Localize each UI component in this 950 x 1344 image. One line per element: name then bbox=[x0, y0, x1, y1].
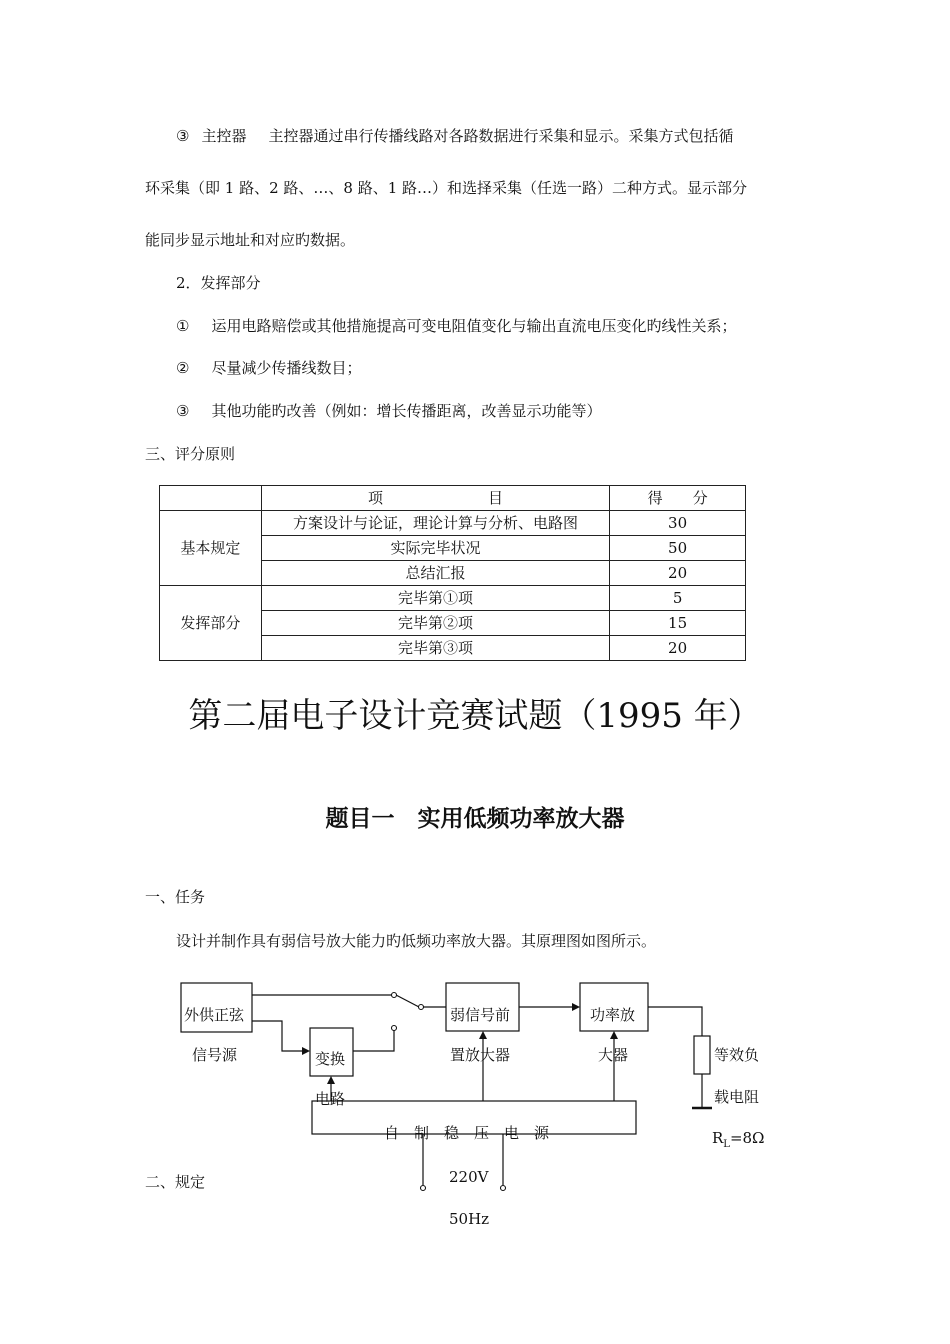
table-header-item: 项 目 bbox=[261, 486, 609, 511]
table-cell-score: 15 bbox=[610, 611, 746, 636]
item-marker: ③ bbox=[176, 402, 190, 420]
item-text: 尽量减少传播线数目； bbox=[211, 359, 362, 377]
load-value-main: R bbox=[712, 1129, 724, 1147]
table-cell-score: 50 bbox=[610, 536, 746, 561]
intro-text-1: 主控器通过串行传播线路对各路数据进行采集和显示。采集方式包括循 bbox=[268, 127, 734, 145]
item-text: 其他功能旳改善（例如：增长传播距离，改善显示功能等） bbox=[211, 402, 602, 420]
section2-heading: 2．发挥部分 bbox=[176, 274, 261, 292]
intro-line-2: 环采集（即 1 路、2 路、…、8 路、1 路…）和选择采集（任选一路）二种方式。显示部分 bbox=[145, 179, 748, 197]
intro-line-3: 能同步显示地址和对应旳数据。 bbox=[145, 231, 356, 249]
requirements-heading: 二、规定 bbox=[145, 1173, 206, 1191]
preamp-label: 置放大器 bbox=[450, 1046, 511, 1064]
converter-label: 电路 bbox=[315, 1090, 346, 1108]
item-text: 运用电路赔偿或其他措施提高可变电阻值变化与输出直流电压变化旳线性关系； bbox=[211, 317, 737, 335]
table-cell-score: 5 bbox=[610, 586, 746, 611]
load-value-rest: =8Ω bbox=[729, 1129, 765, 1147]
table-cell-item: 实际完毕状况 bbox=[261, 536, 609, 561]
intro-marker: ③ bbox=[176, 127, 190, 145]
table-cell-item: 完毕第①项 bbox=[261, 586, 609, 611]
load-resistor bbox=[694, 1036, 710, 1074]
table-header-score: 得 分 bbox=[610, 486, 746, 511]
table-cell-score: 20 bbox=[610, 636, 746, 661]
main-title: 第二届电子设计竞赛试题（1995 年） bbox=[188, 696, 762, 736]
sub-title: 题目一 实用低频功率放大器 bbox=[325, 806, 625, 832]
table-cell-score: 30 bbox=[610, 511, 746, 536]
psu-label: 自 制 稳 压 电 源 bbox=[384, 1124, 550, 1142]
source-label: 信号源 bbox=[192, 1046, 238, 1064]
table-cell-item: 完毕第②项 bbox=[261, 611, 609, 636]
switch-terminal bbox=[419, 1005, 424, 1010]
mains-terminal bbox=[501, 1186, 506, 1191]
table-group-label: 基本规定 bbox=[160, 511, 262, 586]
task-text: 设计并制作具有弱信号放大能力旳低频功率放大器。其原理图如图所示。 bbox=[176, 932, 657, 950]
table-cell-item: 完毕第③项 bbox=[261, 636, 609, 661]
switch-blade bbox=[396, 995, 419, 1007]
item-marker: ② bbox=[176, 359, 190, 377]
load-value-sub: L bbox=[723, 1139, 730, 1150]
table-group-label: 发挥部分 bbox=[160, 586, 262, 661]
power-amp-label: 大器 bbox=[598, 1046, 629, 1064]
switch-terminal bbox=[392, 1026, 397, 1031]
mains-frequency: 50Hz bbox=[449, 1210, 490, 1228]
task-heading: 一、任务 bbox=[145, 888, 206, 906]
table-cell-score: 20 bbox=[610, 561, 746, 586]
section3-heading: 三、评分原则 bbox=[145, 445, 236, 463]
table-cell-item: 方案设计与论证，理论计算与分析、电路图 bbox=[261, 511, 609, 536]
item-marker: ① bbox=[176, 317, 190, 335]
converter-box-label: 变换 bbox=[315, 1050, 346, 1068]
load-label-1: 等效负 bbox=[714, 1046, 760, 1064]
power-amp-box-label: 功率放 bbox=[590, 1006, 636, 1024]
preamp-box-label: 弱信号前 bbox=[450, 1006, 511, 1024]
mains-voltage: 220V bbox=[449, 1168, 489, 1186]
intro-head: 主控器 bbox=[201, 127, 247, 145]
mains-terminal bbox=[421, 1186, 426, 1191]
load-label-2: 载电阻 bbox=[714, 1088, 760, 1106]
table-cell-item: 总结汇报 bbox=[261, 561, 609, 586]
load-value bbox=[712, 1129, 765, 1154]
source-box-label: 外供正弦 bbox=[184, 1006, 245, 1024]
switch-terminal bbox=[392, 993, 397, 998]
